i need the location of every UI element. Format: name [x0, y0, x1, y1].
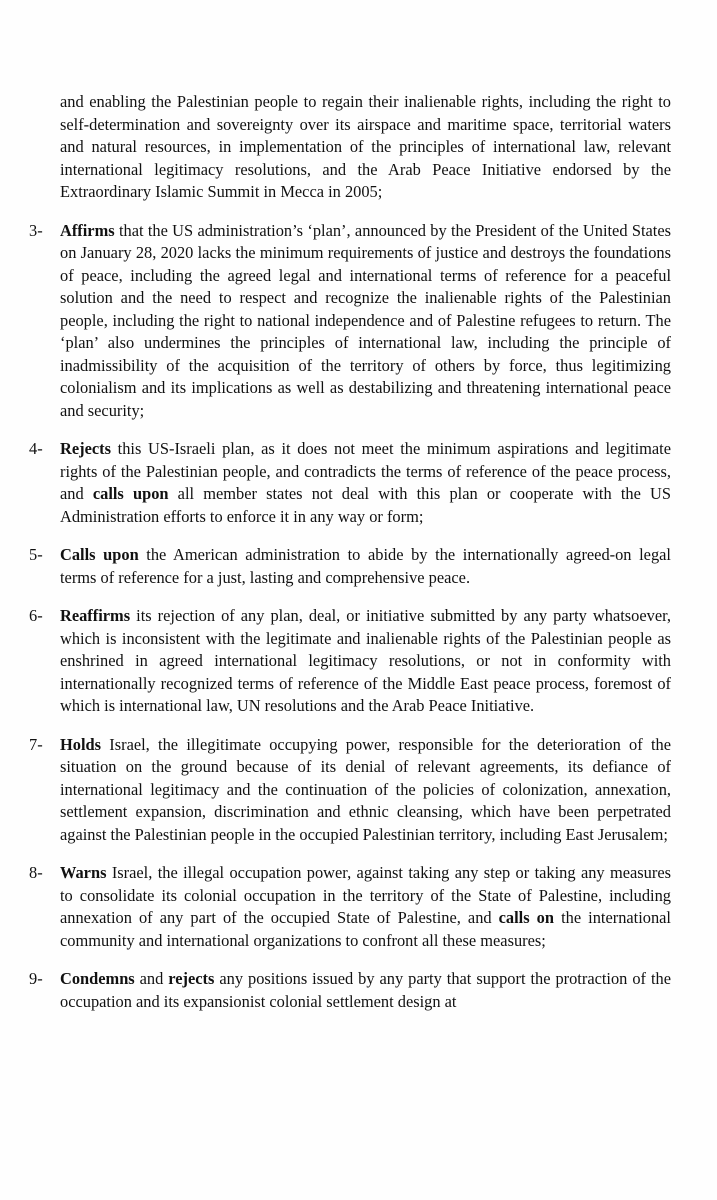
clause-number: 8-	[29, 863, 43, 882]
clause-body: Israel, the illegal occupation power, against taking any step or taking any measures to consolidate its colonial occupation in the territory of the State of Palestine, including annexation of any part of the occupied State of Palestine, and	[60, 863, 671, 927]
clause-number: 3-	[29, 220, 43, 240]
clause-body: and	[134, 969, 169, 988]
clause-number: 9-	[29, 969, 43, 988]
clause-4	[29, 438, 671, 528]
clause-verb: Condemns	[60, 969, 135, 988]
clause-text	[60, 968, 671, 1013]
clause-text	[60, 605, 671, 718]
continuation-paragraph	[29, 91, 671, 204]
clause-7	[29, 734, 671, 847]
clause-body: its rejection of any plan, deal, or initiative submitted by any party whatsoever, which is inconsistent with the legitimate and inalienable rights of the Palestinian people as enshrined in agreed international legitimacy resolutions, or not in conformity with internationally recognized terms of reference of the Middle East peace process, foremost of which is international law, UN resolutions and the Arab Peace Initiative.	[60, 606, 671, 715]
clause-emphasis: calls upon	[92, 484, 169, 503]
clause-emphasis: calls on	[498, 908, 554, 927]
clause-text	[60, 438, 671, 528]
clause-verb: Reaffirms	[60, 606, 131, 625]
clause-body: this US-Israeli plan, as it does not meet the minimum aspirations and legitimate rights of the Palestinian people, and contradicts the terms of reference of the peace process, and	[60, 439, 671, 503]
clause-text	[60, 862, 671, 952]
clause-verb: Holds	[60, 734, 101, 754]
clause-verb: Calls upon	[60, 545, 139, 564]
clause-text	[60, 220, 671, 423]
resolution-text	[29, 91, 671, 1013]
clause-body: Israel, the illegitimate occupying power, responsible for the deterioration of the situation on the ground because of its denial of relevant agreements, its defiance of international legitimacy and the continuation of the policies of colonization, annexation, settlement expansion, discrimination and ethnic cleansing, which have been perpetrated against the Palestinian people in the occupied Palestinian territory, including East Jerusalem;	[60, 734, 671, 844]
clause-body: the American administration to abide by the internationally agreed-on legal terms of reference for a just, lasting and comprehensive peace.	[60, 545, 671, 587]
clause-8	[29, 862, 671, 952]
paragraph-text: and enabling the Palestinian people to regain their inalienable rights, including the right to self-determination and sovereignty over its airspace and maritime space, territorial waters and natural resources, in implementation of the principles of international law, relevant international legitimacy resolutions, and the Arab Peace Initiative endorsed by the Extraordinary Islamic Summit in Mecca in 2005;	[60, 92, 671, 201]
clause-verb: Warns	[60, 863, 107, 882]
clause-number: 6-	[29, 606, 43, 625]
clause-5	[29, 544, 671, 589]
clause-body-continued: all member states not deal with this plan or cooperate with the US Administration efforts to enforce it in any way or form;	[60, 484, 671, 526]
clause-3	[29, 220, 671, 423]
clause-text	[60, 544, 671, 589]
clause-number: 4-	[29, 439, 43, 458]
clause-number: 7-	[29, 734, 43, 754]
clause-9	[29, 968, 671, 1013]
clause-body: that the US administration’s ‘plan’, announced by the President of the United States on January 28, 2020 lacks the minimum requirements of justice and destroys the foundations of peace, including the agreed legal and international terms of reference for a peaceful solution and the need to respect and recognize the inalienable rights of the Palestinian people, including the right to national independence and of Palestine refugees to return. The ‘plan’ also undermines the principles of international law, including the principle of inadmissibility of the acquisition of the territory of others by force, thus legitimizing colonialism and its implications as well as destabilizing and threatening international peace and security;	[60, 220, 671, 420]
clause-verb: Affirms	[60, 220, 115, 240]
clause-6	[29, 605, 671, 718]
clause-body-continued: any positions issued by any party that support the protraction of the occupation and its expansionist colonial settlement design at	[60, 969, 671, 1011]
clause-emphasis: rejects	[168, 969, 215, 988]
clause-body-continued: the international community and international organizations to confront all these measures;	[60, 908, 671, 950]
clause-number: 5-	[29, 545, 43, 564]
clause-verb: Rejects	[60, 439, 111, 458]
clause-text	[60, 734, 671, 847]
